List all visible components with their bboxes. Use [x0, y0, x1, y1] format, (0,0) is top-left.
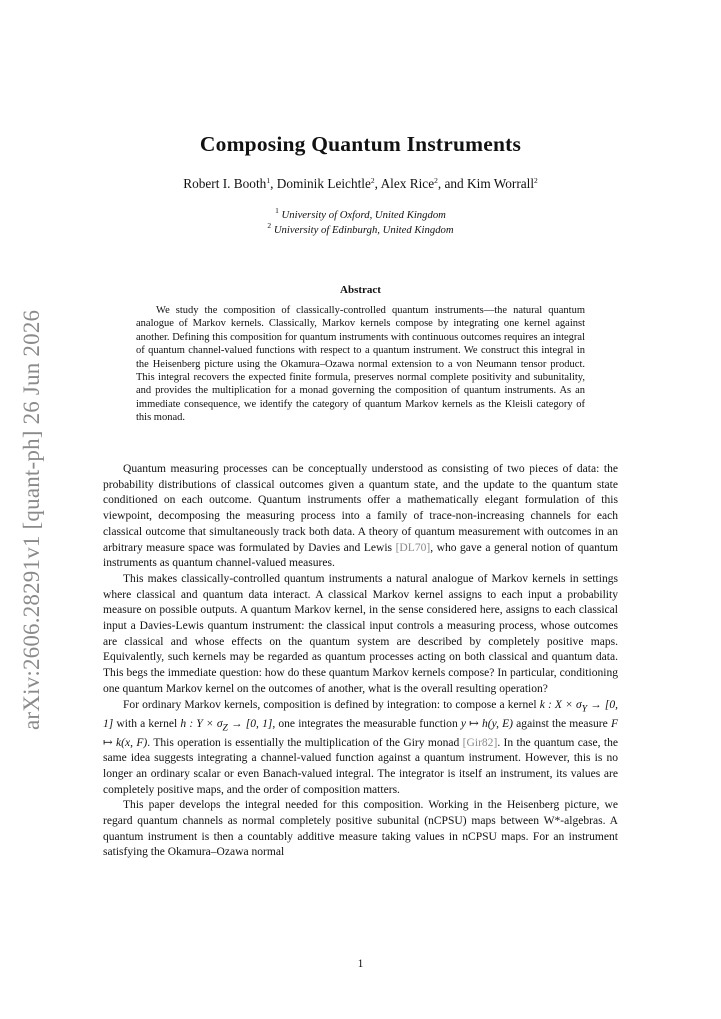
paragraph-text: . In the quantum case, the same idea suggests integrating a channel-valued function against a quantum instrument. However, this is no longer an ordinary scalar or even Banach-valued integral. The integrator is itself an instrument, its values are completely positive maps, and the order of composition matters. [103, 736, 618, 796]
affiliation-marker: 2 [370, 176, 375, 185]
math-expression: F ↦ k(x, F) [103, 717, 618, 749]
paragraph-text: . This operation is essentially the multiplication of the Giry monad [147, 736, 463, 749]
math-expression: h : $Y \times \sigma_Z \to [0$, 1] [180, 717, 273, 733]
affiliation-marker: 2 [534, 176, 538, 185]
affiliation-marker: 1 [275, 206, 279, 215]
author-separator: , [374, 176, 381, 191]
author-list [0, 176, 721, 192]
paragraph-text: against the measure [513, 717, 611, 730]
citation-link[interactable]: [Gir82] [462, 736, 498, 749]
affiliation-text: University of Edinburgh, United Kingdom [273, 224, 454, 236]
arxiv-identifier-stamp: arXiv:2606.28291v1 [quant-ph] 26 Jun 2026 [19, 309, 44, 730]
paragraph-text: Quantum measuring processes can be conceptually understood as consisting of two pieces of data: the probability distributions of classical outcomes given a quantum state, and the update to the quantum state conditioned on each outcome. Quantum instruments offer a mathematically elegant formulation of this viewpoint, decomposing the measuring process into a family of trace-non-increasing channels for each classical outcome that simultaneously track both data. A theory of quantum measurement with outcomes in an arbitrary measure space was formulated by Davies and Lewis [103, 463, 618, 554]
author-name: Robert I. Booth [183, 176, 267, 191]
affiliation-text: University of Oxford, United Kingdom [281, 209, 446, 221]
body-text [103, 462, 618, 861]
math-expression: y ↦ h(y, E) [460, 717, 514, 730]
author-separator: , and [437, 176, 468, 191]
paragraph-text: with a kernel [113, 717, 181, 730]
paragraph-text: For ordinary Markov kernels, composition is defined by integration: to compose a kernel [123, 698, 540, 711]
affiliation-line [0, 206, 721, 221]
paragraph-text: , who gave a general notion of quantum instruments as quantum channel-valued measures. [103, 541, 618, 570]
math-expression: k : $X \times \sigma_Y \to [0$, 1] [103, 698, 619, 730]
paper-title: Composing Quantum Instruments [199, 132, 522, 156]
author-name: Alex Rice [380, 176, 435, 191]
affiliation-marker: 2 [434, 176, 438, 185]
affiliation-marker: 1 [266, 176, 271, 185]
paragraph: This makes classically-controlled quantum instruments a natural analogue of Markov kernels in settings where classical and quantum data interact. A classical Markov kernel assigns to each input a probability measure on possible outputs. A quantum Markov kernel, in the sense considered here, assigns to each classical input a Davies-Lewis quantum instrument: the classical input controls a measuring process, whose outcomes are classical and whose effects on the quantum system are described by completely positive maps. Equivalently, such kernels may be regarded as quantum processes acting on both classical and quantum data. This begs the immediate question: how do these quantum Markov kernels compose? In particular, conditioning one quantum Markov kernel on the outcomes of another, what is the overall resulting operation? [103, 572, 618, 695]
paragraph [103, 462, 618, 572]
affiliation-line [0, 221, 721, 236]
author-name: Kim Worrall [467, 176, 535, 191]
affiliation-marker: 2 [267, 221, 272, 230]
paragraph-text: , one integrates the measurable function [272, 717, 461, 730]
page-number: 1 [357, 958, 364, 970]
author-separator: , [270, 176, 277, 191]
abstract-text: We study the composition of classically-controlled quantum instruments—the natural quantum analogue of Markov kernels. Classically, Markov kernels compose by integrating one kernel against another. Defining this composition for quantum instruments with continuous outcomes requires an integral of quantum channel-valued functions with respect to a quantum instrument. We construct this integral in the Heisenberg picture using the Okamura–Ozawa normal extension to a von Neumann tensor product. This integral recovers the expected finite formula, preserves normal complete positivity and subunitality, and provides the multiplication for a monad governing the composition of quantum instruments. As an immediate consequence, we identify the category of quantum Markov kernels as the Kleisli category of this monad. [136, 305, 585, 424]
author-name: Dominik Leichtle [276, 176, 371, 191]
citation-link[interactable]: [DL70] [395, 541, 431, 554]
paragraph: This paper develops the integral needed for this composition. Working in the Heisenberg picture, we regard quantum channels as normal completely positive subunital (nCPSU) maps between W*-algebras. A quantum instrument is then a countably additive measure taking values in nCPSU maps. For an instrument satisfying the Okamura–Ozawa normal [103, 799, 618, 859]
abstract-heading: Abstract [340, 284, 381, 296]
paragraph [103, 698, 618, 799]
